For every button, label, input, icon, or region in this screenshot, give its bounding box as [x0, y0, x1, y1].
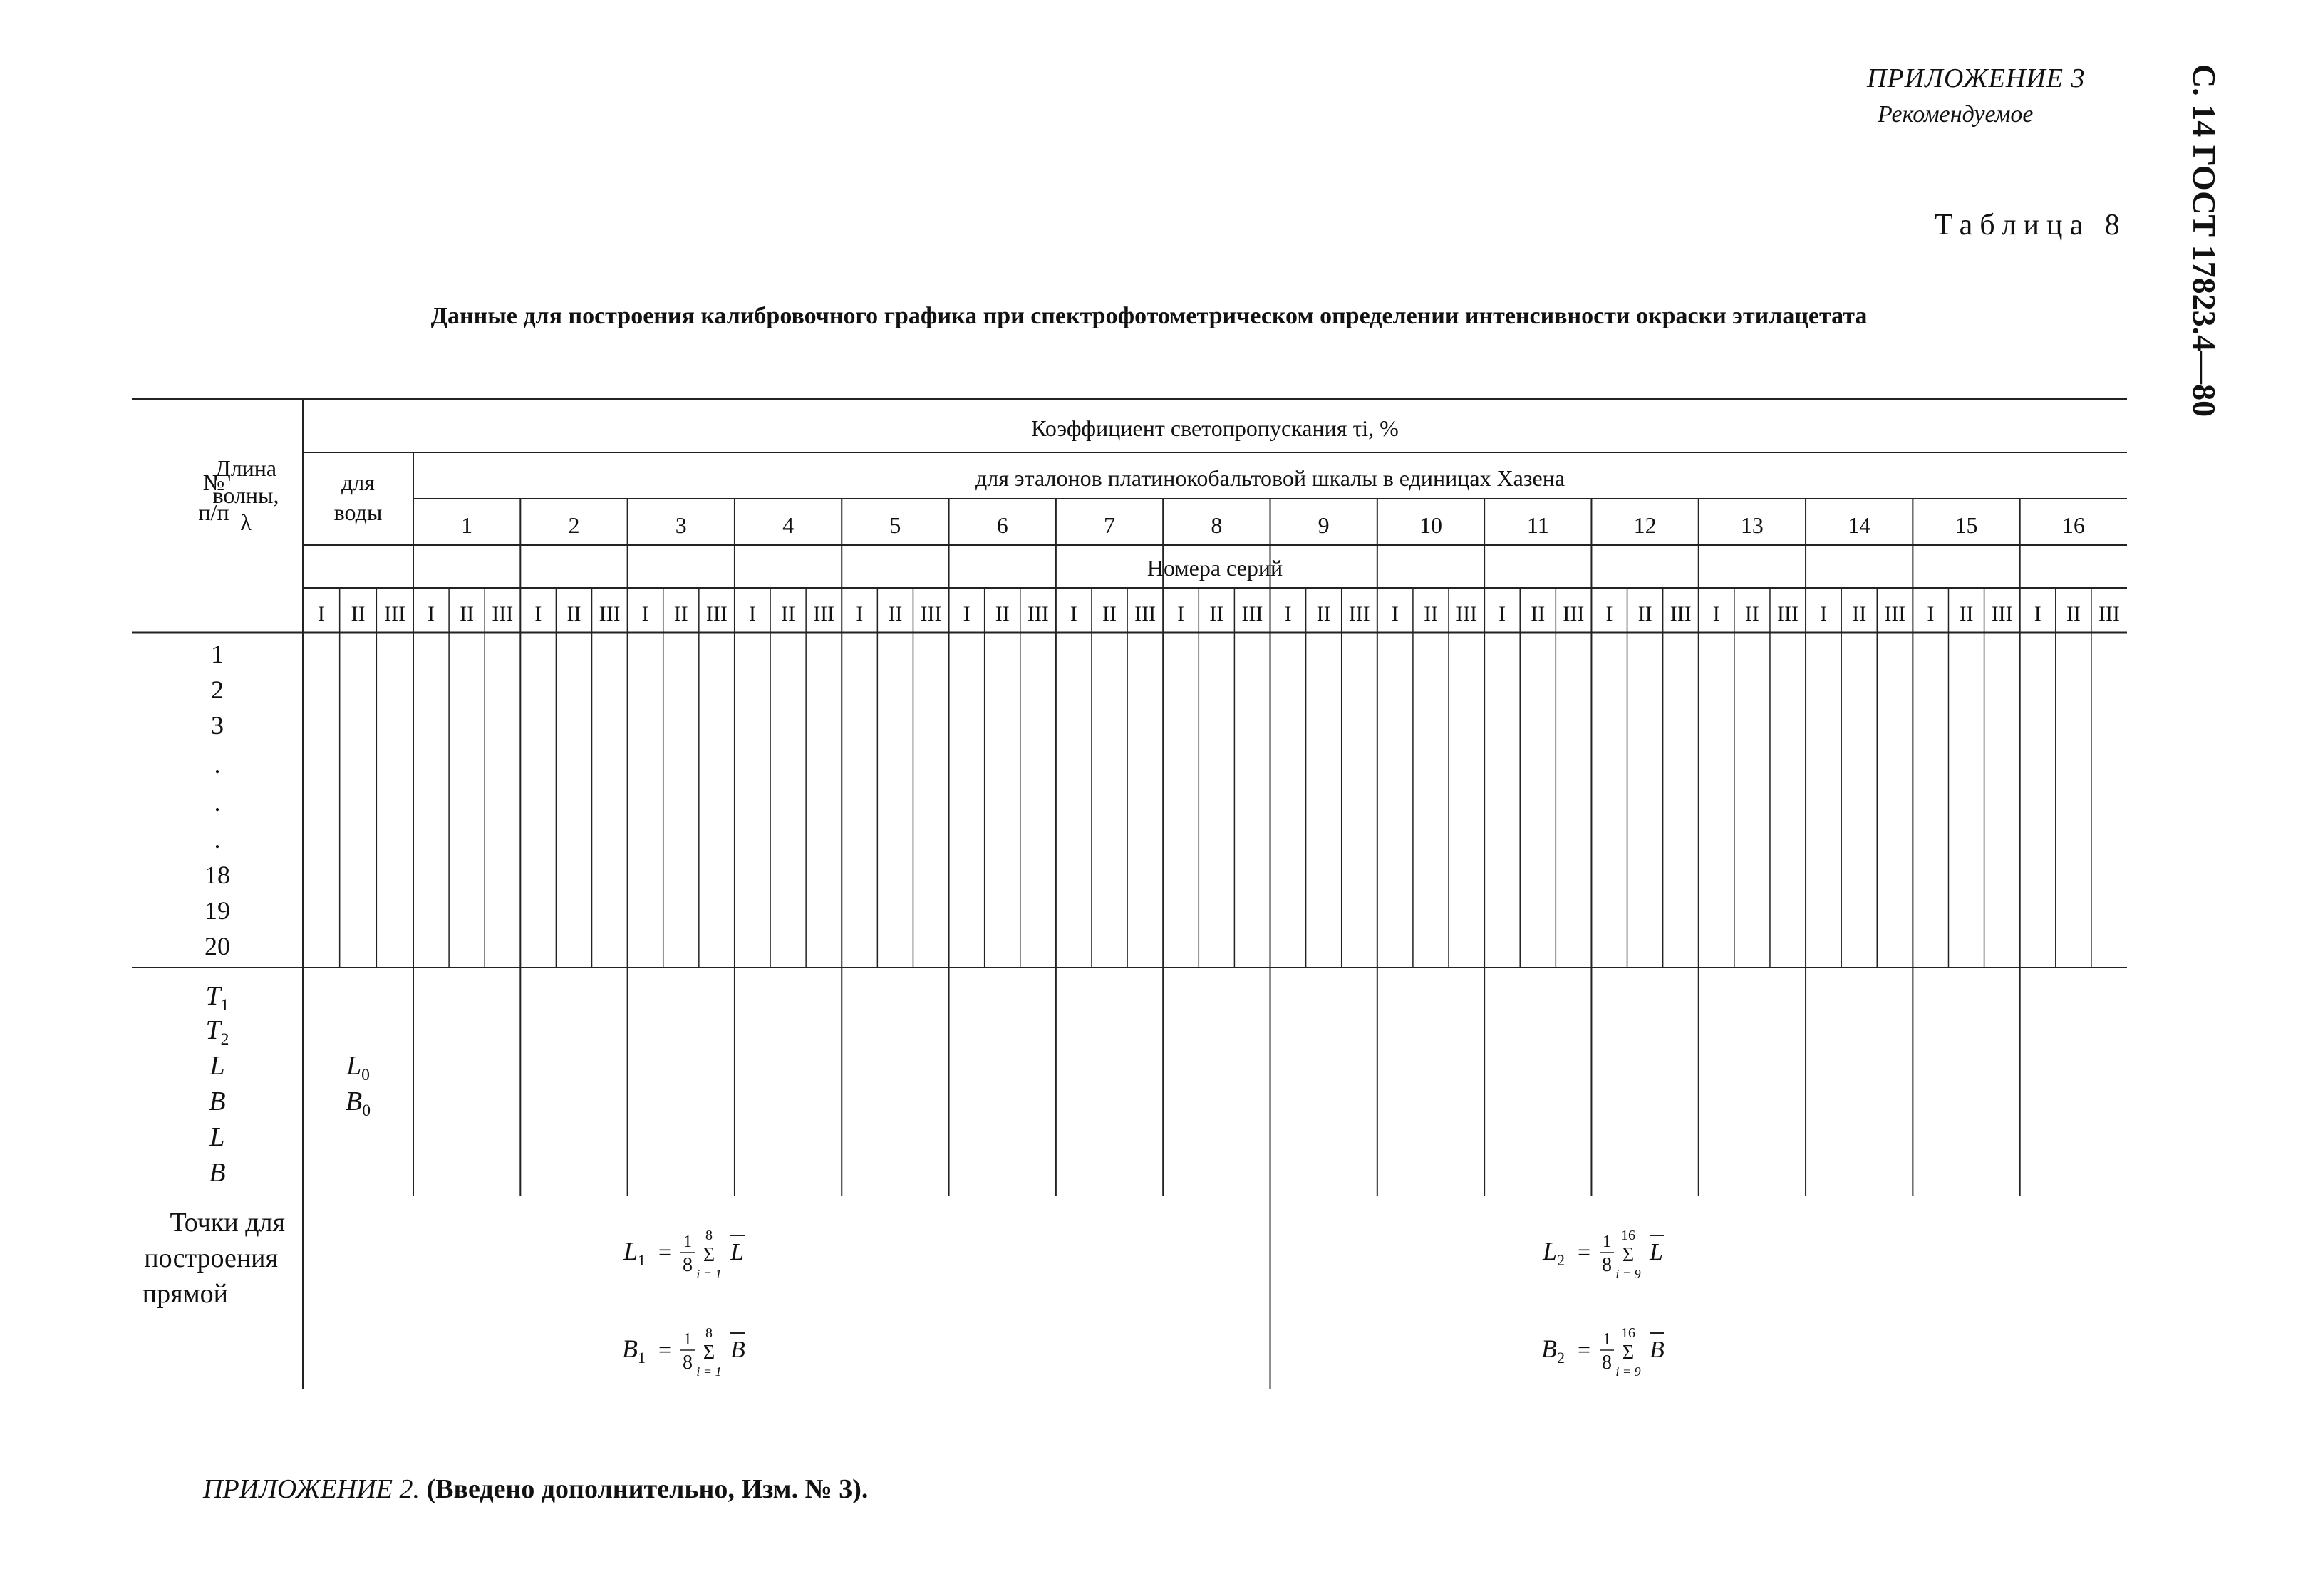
- svg-text:1: 1: [683, 1330, 692, 1349]
- series-label: III: [705, 602, 728, 626]
- svg-text:=: =: [658, 1337, 672, 1362]
- formula-B2: [1541, 1325, 1665, 1379]
- svg-text:L: L: [623, 1237, 638, 1265]
- water-label: для: [341, 470, 375, 495]
- svg-text:2: 2: [1557, 1349, 1565, 1367]
- series-label: I: [534, 602, 542, 626]
- col-wavelength-label: λ: [240, 509, 252, 535]
- svg-text:16: 16: [1621, 1325, 1635, 1341]
- row-number: 20: [205, 932, 230, 960]
- svg-text:=: =: [1577, 1239, 1591, 1265]
- svg-text:L: L: [1650, 1239, 1663, 1265]
- standard-number: 8: [1211, 512, 1223, 538]
- svg-text:=: =: [658, 1239, 672, 1265]
- series-label: II: [673, 602, 688, 626]
- standard-number: 1: [461, 512, 473, 538]
- series-label: I: [1284, 602, 1292, 626]
- footnote-bold: (Введено дополнительно, Изм. № 3).: [426, 1474, 869, 1504]
- svg-text:i = 1: i = 1: [696, 1364, 722, 1379]
- svg-text:i = 9: i = 9: [1615, 1364, 1641, 1379]
- series-label: III: [1241, 602, 1263, 626]
- param-row-label: B: [209, 1087, 226, 1116]
- series-label: II: [2066, 602, 2081, 626]
- series-label: II: [888, 602, 903, 626]
- standard-number: 7: [1104, 512, 1116, 538]
- standard-number: 12: [1633, 512, 1657, 538]
- svg-text:Σ: Σ: [1622, 1244, 1635, 1266]
- svg-text:Σ: Σ: [1622, 1342, 1635, 1364]
- svg-text:1: 1: [638, 1251, 646, 1269]
- standard-number: 10: [1419, 512, 1442, 538]
- points-label: Точки для: [170, 1208, 285, 1238]
- series-label: I: [1177, 602, 1185, 626]
- water-param: $B_0$: [346, 1087, 371, 1120]
- row-number: .: [214, 750, 221, 779]
- formula-L2: [1542, 1228, 1664, 1281]
- series-label: I: [317, 602, 325, 626]
- series-label: I: [748, 602, 756, 626]
- svg-text:8: 8: [683, 1352, 693, 1374]
- svg-text:B: B: [1650, 1337, 1665, 1363]
- standard-number: 15: [1955, 512, 1978, 538]
- series-label: I: [641, 602, 649, 626]
- standard-number: 5: [889, 512, 901, 538]
- series-label: III: [1456, 602, 1478, 626]
- svg-text:B: B: [622, 1335, 638, 1363]
- points-label: прямой: [142, 1279, 228, 1309]
- series-label: II: [995, 602, 1010, 626]
- standard-number: 3: [675, 512, 687, 538]
- series-label: II: [781, 602, 796, 626]
- formula-B1: [622, 1325, 745, 1379]
- standard-number: 16: [2061, 512, 2085, 538]
- svg-text:Σ: Σ: [703, 1244, 715, 1266]
- formula-L1: [623, 1228, 745, 1281]
- series-label: III: [1348, 602, 1370, 626]
- row-number: 19: [205, 896, 230, 925]
- series-label: II: [1852, 602, 1867, 626]
- series-label: III: [1991, 602, 2013, 626]
- series-label: III: [2098, 602, 2120, 626]
- svg-text:1: 1: [638, 1349, 646, 1367]
- footnote-italic: ПРИЛОЖЕНИЕ 2.: [203, 1474, 420, 1504]
- coef-header: Коэффициент светопропускания τi, %: [1031, 415, 1399, 441]
- param-row-label: $T_1$: [205, 981, 229, 1015]
- series-label: I: [1712, 602, 1720, 626]
- standard-number: 13: [1740, 512, 1764, 538]
- series-label: III: [920, 602, 942, 626]
- param-row-label: L: [209, 1122, 225, 1152]
- col-number-label: п/п: [198, 499, 229, 525]
- side-header-text: С. 14 ГОСТ 17823.4—80: [2186, 64, 2222, 418]
- water-param: $L_0$: [346, 1051, 370, 1084]
- series-label: III: [384, 602, 406, 626]
- series-label: II: [1209, 602, 1224, 626]
- series-label: II: [460, 602, 475, 626]
- series-label: II: [1102, 602, 1117, 626]
- series-label: I: [2034, 602, 2041, 626]
- row-number: 18: [205, 861, 230, 889]
- series-label: II: [1744, 602, 1759, 626]
- standards-header: для эталонов платинокобальтовой шкалы в единицах Хазена: [975, 465, 1565, 491]
- series-label: III: [1777, 602, 1799, 626]
- series-label: III: [1563, 602, 1585, 626]
- svg-text:2: 2: [1557, 1251, 1565, 1269]
- svg-text:1: 1: [1603, 1330, 1611, 1349]
- standard-number: 4: [782, 512, 795, 538]
- standard-number: 2: [568, 512, 580, 538]
- series-label: I: [1820, 602, 1828, 626]
- points-label: построения: [144, 1243, 278, 1273]
- standard-number: 9: [1318, 512, 1330, 538]
- series-label: II: [1531, 602, 1546, 626]
- row-number: .: [214, 825, 221, 854]
- col-number-label: №: [202, 470, 225, 495]
- svg-text:B: B: [1541, 1335, 1557, 1363]
- footnote: [203, 1473, 868, 1505]
- series-label: III: [1670, 602, 1692, 626]
- svg-text:8: 8: [705, 1325, 713, 1341]
- svg-text:16: 16: [1621, 1228, 1635, 1243]
- series-label: I: [856, 602, 864, 626]
- series-label: I: [1391, 602, 1399, 626]
- svg-text:L: L: [1542, 1237, 1557, 1265]
- standard-number: 6: [996, 512, 1008, 538]
- series-label: I: [963, 602, 971, 626]
- svg-text:8: 8: [705, 1228, 713, 1243]
- series-label: II: [566, 602, 581, 626]
- series-label: III: [813, 602, 835, 626]
- standard-number: 14: [1848, 512, 1871, 538]
- param-row-label: B: [209, 1158, 226, 1188]
- svg-text:1: 1: [1603, 1233, 1611, 1251]
- svg-text:L: L: [730, 1239, 744, 1265]
- appendix-subtitle: Рекомендуемое: [1878, 101, 2034, 128]
- series-label: III: [599, 602, 621, 626]
- row-number: 1: [211, 640, 224, 668]
- series-label: I: [1927, 602, 1935, 626]
- row-number: .: [214, 788, 221, 817]
- svg-text:1: 1: [683, 1233, 692, 1251]
- series-label: II: [1316, 602, 1331, 626]
- row-number: 3: [211, 711, 224, 740]
- svg-text:Σ: Σ: [703, 1342, 715, 1364]
- series-label: II: [1637, 602, 1652, 626]
- table-caption: Данные для построения калибровочного графика при спектрофотометрическом определении интенсивности окраски этилацетата: [430, 303, 1868, 329]
- series-label: III: [1134, 602, 1156, 626]
- svg-text:8: 8: [1602, 1352, 1612, 1374]
- series-label: I: [1499, 602, 1506, 626]
- series-label: III: [1027, 602, 1049, 626]
- table-label: Таблица 8: [1935, 209, 2127, 242]
- series-label: III: [492, 602, 514, 626]
- series-label: II: [1423, 602, 1438, 626]
- svg-text:i = 1: i = 1: [696, 1267, 722, 1281]
- row-number: 2: [211, 675, 224, 704]
- standard-number: 11: [1526, 512, 1549, 538]
- series-label: I: [428, 602, 435, 626]
- appendix-title: ПРИЛОЖЕНИЕ 3: [1867, 63, 2086, 93]
- series-label: I: [1605, 602, 1613, 626]
- series-label: I: [1070, 602, 1077, 626]
- series-header: Номера серий: [1147, 555, 1283, 581]
- series-label: II: [351, 602, 366, 626]
- param-row-label: $T_2$: [205, 1015, 229, 1049]
- series-label: II: [1959, 602, 1974, 626]
- water-label: воды: [333, 499, 383, 525]
- param-row-label: L: [209, 1051, 225, 1081]
- svg-text:8: 8: [683, 1254, 693, 1276]
- svg-text:=: =: [1577, 1337, 1591, 1362]
- svg-text:8: 8: [1602, 1254, 1612, 1276]
- col-wavelength-label: волны,: [212, 482, 279, 508]
- svg-text:i = 9: i = 9: [1615, 1267, 1641, 1281]
- col-wavelength-label: Длина: [214, 455, 277, 481]
- series-label: III: [1884, 602, 1906, 626]
- svg-text:B: B: [730, 1337, 745, 1363]
